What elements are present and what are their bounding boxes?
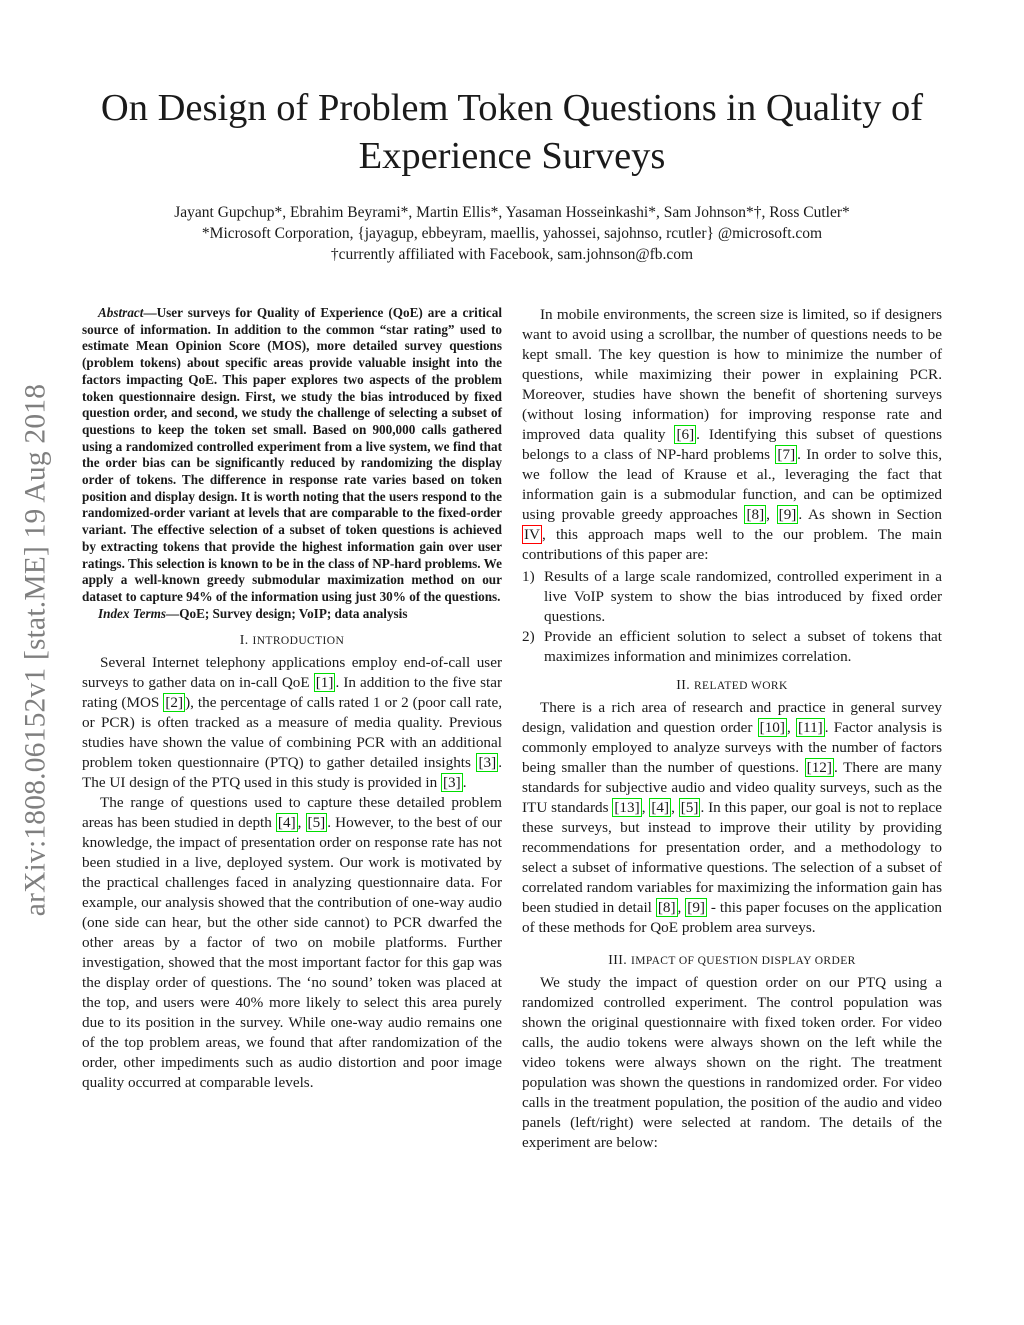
text-run: . Identifying this subset of questions belongs to a class of NP-hard problems bbox=[522, 426, 942, 463]
impact-paragraph: We study the impact of question order on our PTQ using a randomized controlled experiment. The control population was shown the original questionnaire with fixed token order. For video calls, the audio tokens were always shown on the left while the video tokens were always shown on the right. The treatment population was shown the questions in randomized order. For video calls in the treatment population, the position of the audio and video panels (left/right) were selected at random. The details of the experiment are below: bbox=[522, 974, 942, 1151]
abstract bbox=[82, 305, 502, 606]
intro-paragraph-2 bbox=[82, 793, 502, 1093]
affiliation-microsoft: *Microsoft Corporation, {jayagup, ebbeyram, maellis, yahossei, sajohnso, rcutler} @microsoft.com bbox=[201, 225, 823, 242]
text-run: . The UI design of the PTQ used in this study is provided in bbox=[82, 754, 502, 792]
intro-paragraph-1 bbox=[82, 653, 502, 793]
citation-link[interactable]: [5] bbox=[680, 799, 699, 816]
citation-link[interactable]: [8] bbox=[746, 506, 765, 523]
section-number: I. bbox=[239, 632, 249, 648]
text-run: , bbox=[641, 799, 650, 816]
citation-link[interactable]: [1] bbox=[315, 674, 334, 692]
list-item-text: Provide an efficient solution to select a subset of tokens that maximizes information and minimizes correlation. bbox=[544, 628, 942, 665]
text-run: , bbox=[786, 719, 796, 736]
citation-link[interactable]: [6] bbox=[676, 426, 695, 443]
text-run: . In order to solve this, we follow the lead of Krause et al., leveraging the fact that information gain is a submodular function, and can be optimized using provable greedy approaches bbox=[522, 446, 942, 523]
text-run: . However, to the best of our knowledge, the impact of presentation order on response rate has not been studied in a live, deployed system. Our work is motivated by the practical challenges faced in analyzing questionnaire data. For example, our analysis showed that the contribution of one-way audio (one side can hear, but the other side cannot) to PCR dwarfed the other areas by a factor of two on mobile platforms. Further investigation, showed that the most important factor for this gap was the display order of questions. The ‘no sound’ token was placed at the top, and users were 40% more likely to select this area purely due to its position in the survey. While one-way audio remains one of the top problem areas, we found that after randomization of the order, other impediments such as audio distortion and poor image quality occurred at comparable levels. bbox=[82, 814, 502, 1092]
paper-title: On Design of Problem Token Questions in Quality of Experience Surveys bbox=[100, 87, 924, 177]
arxiv-sidebar bbox=[16, 340, 56, 960]
citation-link[interactable]: [3] bbox=[442, 774, 461, 792]
section-number: III. bbox=[608, 952, 628, 967]
text-run: Several Internet telephony applications employ end-of-call user surveys to gather data on in-call QoE bbox=[82, 654, 502, 692]
citation-link[interactable]: [11] bbox=[797, 719, 823, 736]
citation-link[interactable]: [5] bbox=[307, 814, 326, 832]
text-run: , bbox=[671, 799, 679, 816]
index-terms-label: Index Terms bbox=[98, 605, 167, 621]
section-heading-related-work bbox=[522, 675, 942, 696]
left-column bbox=[82, 305, 502, 1093]
section-title: IMPACT OF QUESTION DISPLAY ORDER bbox=[630, 955, 856, 967]
author-block bbox=[40, 202, 984, 265]
citation-link[interactable]: [12] bbox=[806, 759, 832, 776]
abstract-text: —User surveys for Quality of Experience (QoE) are a critical source of information. In addition to the common “star rating” used to estimate Mean Opinion Score (MOS), more detailed survey questions (problem tokens) about specific areas provide valuable insight into the factors impacting QoE. This paper explores two aspects of the problem token questionnaire design. First, we study the bias introduced by fixed question order, and second, we study the challenge of selecting a subset of questions to keep the token set small. Based on 900,000 calls gathered using a randomized controlled experiment from a live system, we find that the order bias can be significantly reduced by randomizing the display order of tokens. The difference in response rate varies based on token position and display design. It is worth noting that the users respond to the randomized-order variant at levels that are comparable to the fixed-order variant. The effective selection of a subset of token questions is achieved by extracting tokens that provide the highest information gain over user ratings. This selection is known to be in the class of NP-hard problems. We apply a well-known greedy submodular maximization method on our dataset to capture 94% of the information using just 30% of the questions. bbox=[82, 305, 502, 604]
contribution-list bbox=[522, 567, 942, 667]
section-title: INTRODUCTION bbox=[252, 635, 345, 648]
text-run: - this paper focuses on the application of these methods for QoE problem area surveys. bbox=[522, 899, 943, 936]
affiliation-facebook: †currently affiliated with Facebook, sam.johnson@fb.com bbox=[330, 246, 694, 263]
citation-link[interactable]: [9] bbox=[778, 506, 797, 523]
text-run: The range of questions used to capture these detailed problem areas has been studied in depth bbox=[82, 794, 502, 832]
text-run: There is a rich area of research and practice in general survey design, validation and question order bbox=[522, 699, 942, 736]
text-run: , bbox=[766, 506, 777, 523]
text-run: . In addition to the five star rating (MOS bbox=[82, 674, 502, 712]
citation-link[interactable]: [4] bbox=[277, 814, 296, 832]
citation-link[interactable]: [8] bbox=[657, 899, 676, 916]
text-run: , bbox=[677, 899, 686, 916]
index-terms-text: —QoE; Survey design; VoIP; data analysis bbox=[166, 605, 408, 621]
text-run: . There are many standards for subjective audio and video quality surveys, such as the ITU standards bbox=[522, 759, 942, 816]
list-item bbox=[522, 627, 942, 667]
citation-link[interactable]: [10] bbox=[759, 719, 785, 736]
author-list: Jayant Gupchup*, Ebrahim Beyrami*, Martin Ellis*, Yasaman Hosseinkashi*, Sam Johnson*†, Ross Cutler* bbox=[174, 204, 850, 221]
related-work-paragraph bbox=[522, 698, 942, 938]
section-title: RELATED WORK bbox=[693, 680, 788, 692]
citation-link[interactable]: [2] bbox=[165, 694, 184, 712]
text-run: ), the percentage of calls rated 1 or 2 (poor call rate, or PCR) is often tracked as a measure of media quality. Previous studies have shown the value of combining PCR with an additional problem token questionnaire (PTQ) to gather detailed insights bbox=[82, 694, 502, 772]
intro-paragraph-3 bbox=[522, 305, 942, 565]
right-column bbox=[522, 305, 942, 1153]
citation-link[interactable]: [7] bbox=[777, 446, 796, 463]
text-run: . Factor analysis is commonly employed to analyze surveys with the number of factors being smaller than the number of questions. bbox=[522, 719, 943, 776]
abstract-label: Abstract bbox=[98, 305, 144, 320]
text-run: . As shown in Section bbox=[798, 506, 942, 523]
citation-link[interactable]: [3] bbox=[478, 754, 497, 772]
citation-link[interactable]: [13] bbox=[614, 799, 640, 816]
arxiv-identifier[interactable]: arXiv:1808.06152v1 [stat.ME] 19 Aug 2018 bbox=[19, 383, 52, 917]
section-reference-link[interactable]: IV bbox=[524, 526, 541, 543]
list-number: 2) bbox=[522, 628, 535, 645]
section-number: II. bbox=[676, 677, 691, 692]
index-terms bbox=[82, 606, 502, 623]
text-run: , bbox=[297, 814, 306, 832]
section-heading-impact bbox=[522, 950, 942, 971]
citation-link[interactable]: [9] bbox=[687, 899, 705, 916]
text-run: . bbox=[462, 774, 467, 792]
list-item-text: Results of a large scale randomized, controlled experiment in a live VoIP system to show the bias introduced by fixed order questions. bbox=[544, 568, 942, 625]
text-run: , this approach maps well to the our problem. The main contributions of this paper are: bbox=[522, 526, 942, 563]
section-heading-introduction bbox=[82, 630, 502, 651]
list-item bbox=[522, 567, 942, 627]
text-run: In mobile environments, the screen size is limited, so if designers want to avoid using a scrollbar, the number of questions needs to be kept small. The key question is how to minimize the number of questions, while maximizing their power in explaining PCR. Moreover, studies have shown the benefit of shortening surveys (without losing information) for improving response rate and improved data quality bbox=[522, 306, 942, 443]
list-number: 1) bbox=[522, 568, 535, 585]
citation-link[interactable]: [4] bbox=[651, 799, 670, 816]
text-run: . In this paper, our goal is not to replace these surveys, but instead to improve their utility by providing recommendations for presentation order, and a methodology to select a subset of informative questions. The selection of a subset of correlated random variables for maximizing the information gain has been studied in detail bbox=[522, 799, 943, 916]
